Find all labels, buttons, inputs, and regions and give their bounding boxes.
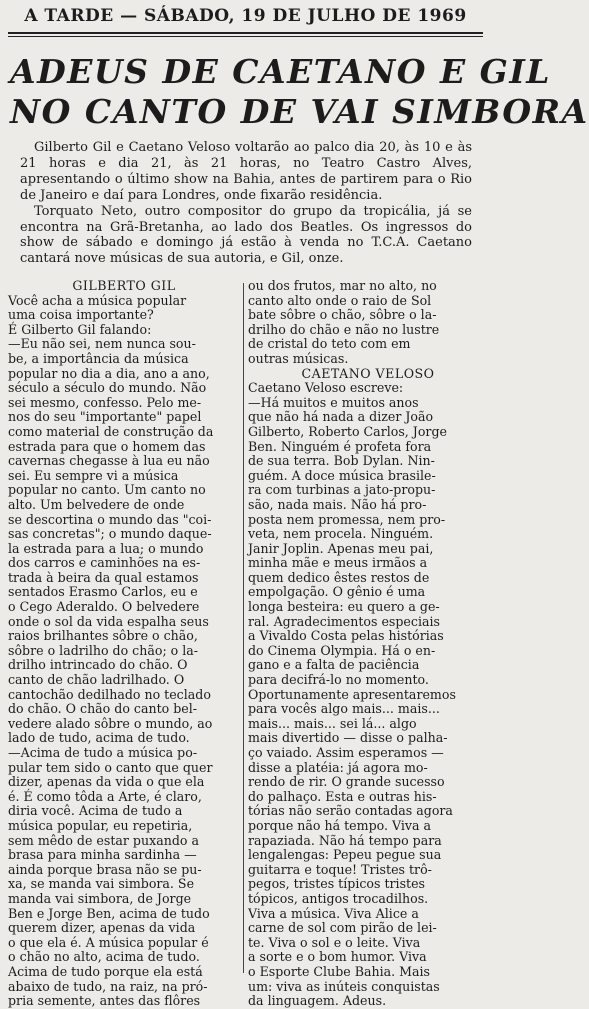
text-line: Viva a música. Viva Alice a [248,905,419,921]
text-line: —Acima de tudo a música po- [8,745,198,760]
text-line: de sua terra. Bob Dylan. Nin- [248,453,435,469]
section-heading: GILBERTO GIL [72,278,176,293]
text-line: da linguagem. Adeus. [248,993,387,1009]
text-line: pria semente, antes das flôres [8,993,201,1009]
text-line: porque não há tempo. Viva a [248,817,432,833]
text-line: sentados Erasmo Carlos, eu e [8,584,198,600]
text-line: o que ela é. A música popular é [8,934,209,950]
text-line: um: viva as inúteis conquistas [248,978,440,994]
headline-line-1: ADEUS DE CAETANO E GIL [10,52,551,91]
text-line: quem dedico êstes restos de [248,569,430,585]
intro-paragraph-1: Gilberto Gil e Caetano Veloso voltarão ao palco dia 20, às 10 e às 21 horas e dia 21, às 21 horas, no Teatro Castro Alves, apresentando o último show na Bahia, antes de partirem para o Rio de Janeiro e daí para Londres, onde fixarão residência. [20,140,472,203]
text-line: pular tem sido o canto que quer [8,759,213,775]
text-line: se descortina o mundo das "coi- [8,511,212,527]
text-line: para vocês algo mais... mais... [248,701,440,717]
text-line: ainda porque brasa não se pu- [8,861,202,877]
column-gilberto-gil [8,279,240,1009]
text-line: são, nada mais. Não há pro- [248,496,427,512]
text-line: bate sôbre o chão, sôbre o la- [248,307,437,323]
text-line: dizer, apenas da vida o que ela [8,774,205,790]
text-line: mais... mais... sei lá... algo [248,715,417,731]
text-line: carne de sol com pirão de lei- [248,920,437,936]
text-line: guém. A doce música brasile- [248,467,436,483]
text-line: cantochão dedilhado no teclado [8,686,211,702]
intro-paragraph-2: Torquato Neto, outro compositor do grupo da tropicália, já se encontra na Grã-Bretanha, ao lado dos Beatles. Os ingressos do show de sábado e domingo já estão à venda no T.C.A. Caetano cantará nove músicas de sua autoria, e Gil, onze. [20,203,472,267]
text-line: popular no dia a dia, ano a ano, [8,365,210,381]
text-line: para decifrá-lo no momento. [248,672,429,688]
text-line: drilho intrincado do chão. O [8,657,188,673]
text-line: sas concretas"; o mundo daque- [8,526,212,542]
text-line: te. Viva o sol e o leite. Viva [248,934,421,950]
text-line: posta nem promessa, nem pro- [248,511,446,527]
column-caetano-veloso [248,279,488,1009]
text-line: minha mãe e meus irmãos a [248,555,428,571]
text-line: —Há muitos e muitos anos [248,394,419,410]
text-line: outras músicas. [248,350,349,366]
text-line: ral. Agradecimentos especiais [248,613,440,629]
text-line: o Esporte Clube Bahia. Mais [248,963,431,979]
text-line: vedere alado sôbre o mundo, ao [8,715,213,731]
text-line: —Eu não sei, nem nunca sou- [8,336,196,352]
text-line: sem mêdo de estar puxando a [8,832,199,848]
text-line: de cristal do teto com em [248,336,411,352]
text-line: uma coisa importante? [8,307,154,323]
section-heading: CAETANO VELOSO [301,365,435,381]
masthead-rule [8,32,483,34]
text-line: a Vivaldo Costa pelas histórias [248,628,444,644]
text-line: Você acha a música popular [8,292,187,308]
text-line: popular no canto. Um canto no [8,482,206,498]
text-line: querem dizer, apenas da vida [8,920,196,936]
text-line: be, a importância da música [8,350,189,366]
text-line: música popular, eu repetiria, [8,817,193,833]
text-line: tórias não serão contadas agora [248,803,453,819]
text-line: século a século do mundo. Não [8,380,207,396]
text-line: do Cinema Olympia. Há o en- [248,642,436,658]
text-line: o Cego Aderaldo. O belvedere [8,599,200,615]
text-line: cavernas chegasse à lua eu não [8,453,210,469]
text-line: Janir Joplin. Apenas meu pai, [248,540,434,556]
text-line: brasa para minha sardinha — [8,847,197,863]
text-line: raios brilhantes sôbre o chão, [8,628,198,644]
text-line: Ben e Jorge Ben, acima de tudo [8,905,210,921]
text-line: Acima de tudo porque ela está [8,963,203,979]
text-line: Oportunamente apresentaremos [248,686,456,702]
text-line: veta, nem procela. Ninguém. [248,526,434,542]
text-line: do chão. O chão do canto bel- [8,701,198,717]
text-line: do palhaço. Esta e outras his- [248,788,437,804]
text-line: Ben. Ninguém é profeta fora [248,438,432,454]
text-line: mais divertido — disse o palha- [248,730,448,746]
newspaper-masthead: A TARDE — SÁBADO, 19 DE JULHO DE 1969 [24,6,467,26]
article-intro [20,140,472,267]
text-line: manda vai simbora, de Jorge [8,890,192,906]
text-line: lado de tudo, acima de tudo. [8,730,190,746]
text-line: lengalengas: Pepeu pegue sua [248,847,442,863]
text-line: rapaziada. Não há tempo para [248,832,442,848]
text-line: xa, se manda vai simbora. Se [8,876,195,892]
text-line: estrada para que o homem das [8,438,206,454]
text-line: ço vaiado. Assim esperamos — [248,745,444,760]
text-line: empolgação. O gênio é uma [248,584,426,600]
text-line: la estrada para a lua; o mundo [8,540,204,556]
masthead-rule-thin [8,36,483,37]
text-line: É Gilberto Gil falando: [8,321,152,337]
text-line: a sorte e o bom humor. Viva [248,949,427,965]
text-line: longa besteira: eu quero a ge- [248,599,440,615]
text-line: drilho do chão e não no lustre [248,321,440,337]
text-line: gano e a falta de paciência [248,657,420,673]
text-line: disse a platéia: já agora mo- [248,759,428,775]
text-line: tópicos, antigos trocadilhos. [248,890,429,906]
text-line: pegos, tristes típicos tristes [248,876,426,892]
text-line: como material de construção da [8,423,214,439]
text-line: sei. Eu sempre vi a música [8,467,179,483]
text-line: canto alto onde o raio de Sol [248,292,432,308]
text-line: ou dos frutos, mar no alto, no [248,278,437,293]
text-line: alto. Um belvedere de onde [8,496,185,512]
text-line: o chão no alto, acima de tudo. [8,949,200,965]
column-divider [243,283,244,973]
text-line: rendo de rir. O grande sucesso [248,774,445,790]
text-line: guitarra e toque! Tristes trô- [248,861,432,877]
text-line: dos carros e caminhões na es- [8,555,201,571]
text-line: sei mesmo, confesso. Pelo me- [8,394,202,410]
text-line: canto de chão ladrilhado. O [8,672,185,688]
text-line: sôbre o ladrilho do chão; o la- [8,642,199,658]
text-line: Gilberto, Roberto Carlos, Jorge [248,423,447,439]
headline-line-2: NO CANTO DE VAI SIMBORA [10,92,589,131]
text-line: abaixo de tudo, na raiz, na pró- [8,978,208,994]
text-line: ra com turbinas a jato-propu- [248,482,436,498]
text-line: nos do seu "importante" papel [8,409,202,425]
text-line: é. É como tôda a Arte, é claro, [8,788,202,804]
text-line: onde o sol da vida espalha seus [8,613,209,629]
text-line: Caetano Veloso escreve: [248,380,404,396]
text-line: que não há nada a dizer João [248,409,434,425]
text-line: diria você. Acima de tudo a [8,803,183,819]
text-line: trada à beira da qual estamos [8,569,199,585]
